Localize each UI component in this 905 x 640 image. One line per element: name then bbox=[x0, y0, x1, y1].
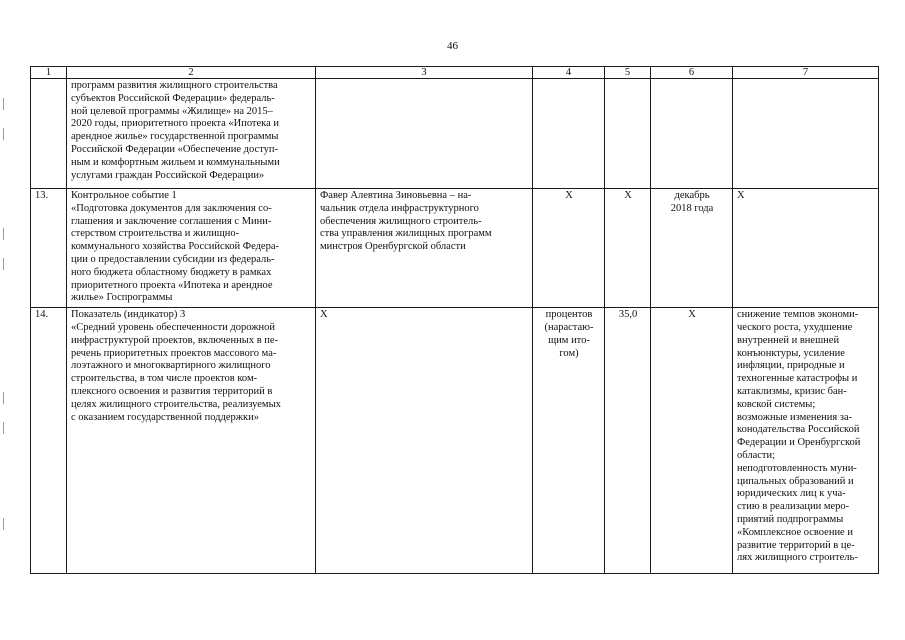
column-header: 3 bbox=[316, 67, 533, 79]
unit-cell: Х bbox=[533, 189, 605, 308]
deadline-cell: Х bbox=[651, 308, 733, 574]
table-row bbox=[31, 308, 879, 574]
page-number: 46 bbox=[447, 40, 458, 52]
deadline-cell: декабрь 2018 года bbox=[651, 189, 733, 308]
margin-mark bbox=[3, 422, 4, 434]
responsible-cell: Фавер Алевтина Зиновьевна – на- чальник отдела инфраструктурного обеспечения жилищного строитель- ства управления жилищных программ минстроя Оренбургской области bbox=[316, 189, 533, 308]
margin-mark bbox=[3, 392, 4, 404]
description-cell: Контрольное событие 1 «Подготовка документов для заключения со- глашения и заключение соглашения с Мини- стерством строительства и жилищно- коммунального хозяйства Российской Федера- ции о предоставлении субсидии из федераль- ного бюджета областному бюджету в рамках приоритетного проекта «Ипотека и арендное жилье» Госпрограммы bbox=[67, 189, 316, 308]
margin-mark bbox=[3, 518, 4, 530]
description-cell: программ развития жилищного строительства субъектов Российской Федерации» федераль- ной целевой программы «Жилище» на 2015– 2020 годы, приоритетного проекта «Ипотека и арендное жилье» государственной программы Российской Федерации «Обеспечение доступ- ным и комфортным жильем и коммунальными услугами граждан Российской Федерации» bbox=[67, 79, 316, 189]
column-header: 1 bbox=[31, 67, 67, 79]
column-header: 7 bbox=[733, 67, 879, 79]
data-table bbox=[30, 66, 879, 574]
description-cell: Показатель (индикатор) 3 «Средний уровень обеспеченности дорожной инфраструктурой проектов, включенных в пе- речень приоритетных проектов массового ма- лоэтажного и многоквартирного жилищного строительства, в том числе проектов ком- плексного освоения и развития территорий в целях жилищного строительства, реализуемых с оказанием государственной поддержки» bbox=[67, 308, 316, 574]
margin-mark bbox=[3, 228, 4, 240]
margin-mark bbox=[3, 128, 4, 140]
risks-cell: Х bbox=[733, 189, 879, 308]
column-header: 2 bbox=[67, 67, 316, 79]
unit-cell: процентов (нарастаю- щим ито- гом) bbox=[533, 308, 605, 574]
margin-mark bbox=[3, 98, 4, 110]
value-cell bbox=[605, 79, 651, 189]
column-header: 6 bbox=[651, 67, 733, 79]
value-cell: 35,0 bbox=[605, 308, 651, 574]
table-header-row bbox=[31, 67, 879, 79]
table-row bbox=[31, 189, 879, 308]
row-number-cell: 14. bbox=[31, 308, 67, 574]
margin-mark bbox=[3, 258, 4, 270]
risks-cell: снижение темпов экономи- ческого роста, ухудшение внутренней и внешней конъюнктуры, усиление инфляции, природные и техногенные катастрофы и катаклизмы, кризис бан- ковской системы; возможные изменения за- конодательства Российской Федерации и Оренбургской области; неподготовленность муни- ципальных образований и юридических лиц к уча- стию в реализации меро- приятий подпрограммы «Комплексное освоение и развитие территорий в це- лях жилищного строитель- bbox=[733, 308, 879, 574]
responsible-cell bbox=[316, 79, 533, 189]
column-header: 4 bbox=[533, 67, 605, 79]
row-number-cell: 13. bbox=[31, 189, 67, 308]
column-header: 5 bbox=[605, 67, 651, 79]
responsible-cell: Х bbox=[316, 308, 533, 574]
unit-cell bbox=[533, 79, 605, 189]
risks-cell bbox=[733, 79, 879, 189]
row-number-cell bbox=[31, 79, 67, 189]
table-row bbox=[31, 79, 879, 189]
value-cell: Х bbox=[605, 189, 651, 308]
deadline-cell bbox=[651, 79, 733, 189]
